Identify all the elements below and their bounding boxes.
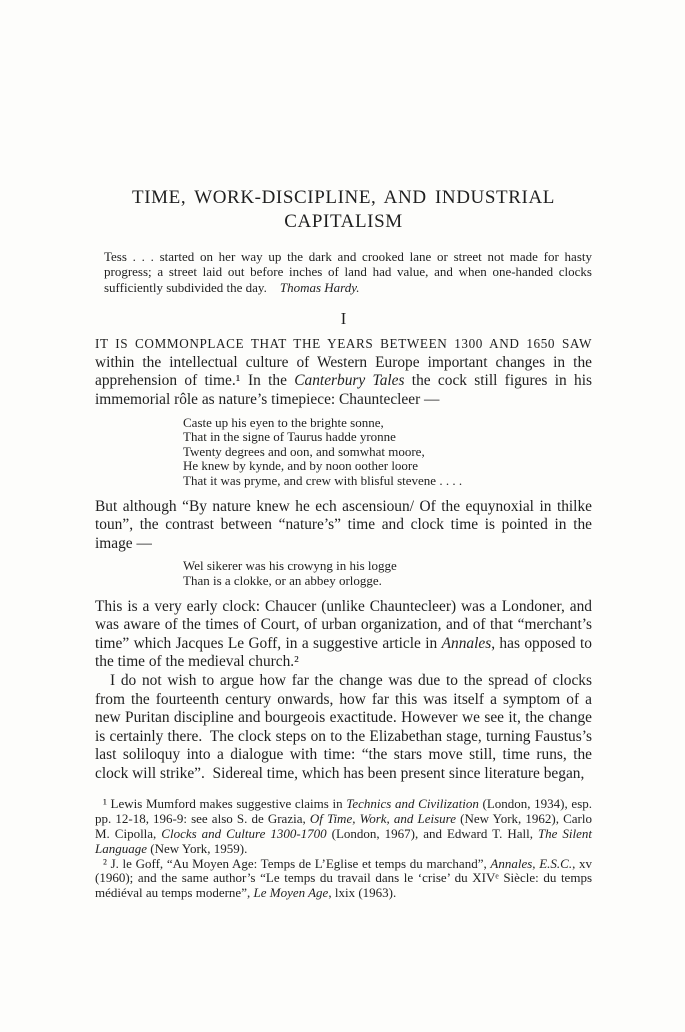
text-run: Annales	[441, 634, 492, 652]
verse-line: That in the signe of Taurus hadde yronne	[183, 429, 396, 445]
text-run: Thomas Hardy.	[279, 279, 360, 295]
text-run: (New York, 1962), Carlo M. Cipolla,	[95, 811, 592, 842]
paragraph-spread-of-clocks	[95, 672, 592, 784]
article-content	[95, 186, 592, 901]
text-run: But although “By nature knew he ech ascensioun/ Of the equynoxial in thilke toun”, the contrast between “nature’s” time and clock time is pointed in the image —	[95, 497, 592, 552]
verse-chauntecleer	[183, 416, 592, 489]
text-run: Technics and Civilization	[346, 796, 479, 812]
text-run: (London, 1934), esp. pp. 12-18, 196-9: see also S. de Grazia,	[95, 796, 592, 827]
text-run: (New York, 1959).	[147, 840, 248, 856]
text-run: the cock still figures in his immemorial rôle as nature’s timepiece: Chauntecleer —	[95, 372, 592, 408]
paragraph-early-clock	[95, 598, 592, 672]
text-run: Tess . . . started on her way up the dark and crooked lane or street not made for hasty progress; a street laid out before inches of land had value, and when one-handed clocks sufficiently subdivided the day.	[104, 249, 592, 295]
paragraph-opening	[95, 335, 592, 409]
text-run: , lxix (1963).	[328, 885, 397, 901]
text-run: Le Moyen Age	[253, 885, 329, 901]
text-run: ² J. le Goff, “Au Moyen Age: Temps de L’Eglise et temps du marchand”,	[103, 855, 491, 871]
text-run: Of Time, Work, and Leisure	[309, 811, 457, 827]
text-run: Annales, E.S.C.	[490, 855, 573, 871]
text-run: within the intellectual culture of Western Europe important changes in the apprehension of time.¹ In the	[95, 353, 592, 390]
text-run: I do not wish to argue how far the change was due to the spread of clocks from the fourteenth century onwards, how far this was itself a symptom of a new Puritan discipline and bourgeois exactitude. However we see it, the change is certainly there. The clock steps on to the Elizabethan stage, turning Faustus’s last soliloquy into a dialogue with time: “the stars move still, time runs, the clock will strike”. Sidereal time, which has been present since literature began,	[95, 671, 592, 782]
title-line-1: TIME, WORK-DISCIPLINE, AND INDUSTRIAL	[132, 187, 555, 208]
text-run: , xv (1960); and the same author’s “Le temps du travail dans le ‘crise’ du XIVᵉ Siècle: du temps médiéval au temps moderne”,	[95, 855, 593, 901]
text-run: Clocks and Culture 1300-1700	[161, 826, 327, 842]
text-run: , has opposed to the time of the medieval church.²	[95, 634, 592, 671]
title-line-2: CAPITALISM	[284, 210, 403, 232]
verse-line: He knew by kynde, and by noon oother loore	[183, 458, 419, 474]
verse-crowyng	[183, 559, 592, 588]
footnote-1	[95, 797, 592, 856]
verse-line: That it was pryme, and crew with blisful stevene . . . .	[183, 472, 463, 488]
text-run: This is a very early clock: Chaucer (unlike Chauntecleer) was a Londoner, and was aware of the times of Court, of urban organization, and of that “merchant’s time” which Jacques Le Goff, in a suggestive article in	[95, 597, 592, 652]
verse-line: Wel sikerer was his crowyng in his logge	[183, 558, 397, 574]
text-run: Canterbury Tales	[294, 372, 405, 390]
section-numeral: I	[340, 309, 347, 329]
article-title	[95, 186, 592, 233]
verse-line: Than is a clokke, or an abbey orlogge.	[183, 572, 382, 588]
verse-line: Twenty degrees and oon, and somwhat moore,	[183, 443, 425, 459]
verse-line: Caste up his eyen to the brighte sonne,	[183, 414, 384, 430]
text-run: ¹ Lewis Mumford makes suggestive claims in	[103, 796, 347, 812]
text-run: (London, 1967), and Edward T. Hall,	[326, 826, 538, 842]
text-run: IT IS COMMONPLACE THAT THE YEARS BETWEEN 1300 AND 1650 SAW	[95, 336, 592, 352]
paragraph-nature-vs-clock	[95, 498, 592, 554]
epigraph-hardy-quote	[104, 249, 592, 295]
footnotes-section	[95, 797, 592, 901]
text-run: The Silent Language	[95, 826, 593, 856]
footnote-2	[95, 857, 592, 901]
